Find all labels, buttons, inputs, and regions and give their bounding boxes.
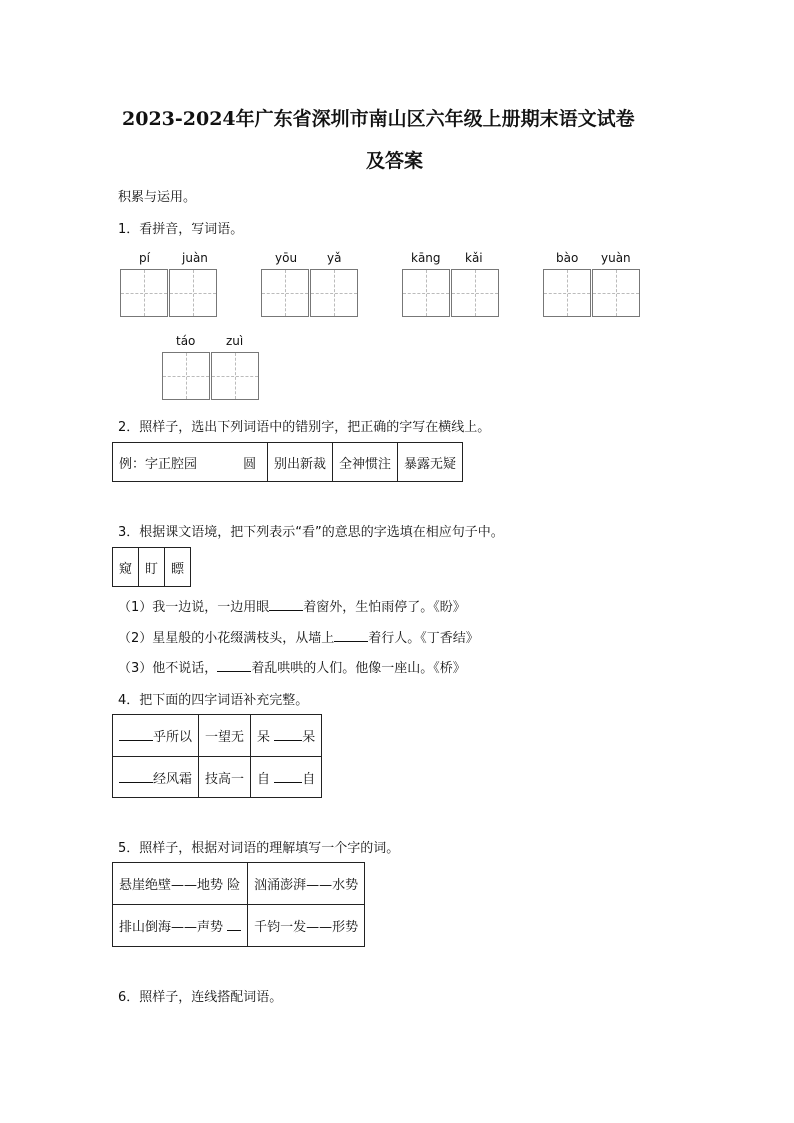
pinyin-label: pí	[139, 251, 150, 265]
q4-text: 自	[257, 771, 271, 787]
q5-cell	[113, 905, 248, 947]
pinyin-label: kāng	[411, 251, 441, 265]
q3-prompt: 3．根据课文语境，把下列表示“看”的意思的字选填在相应句子中。	[118, 525, 504, 540]
writing-box[interactable]	[169, 269, 217, 317]
pinyin-label: kǎi	[465, 251, 483, 265]
q3-sentence-1	[118, 596, 466, 615]
q5-table	[112, 862, 365, 947]
q3-char-table	[112, 547, 191, 587]
q3-sentence-3	[118, 657, 466, 676]
q3-sentence-2	[118, 627, 479, 646]
answer-blank[interactable]	[119, 770, 153, 783]
answer-blank[interactable]	[269, 598, 303, 611]
q3-char: 窥	[113, 548, 139, 587]
answer-blank[interactable]	[274, 770, 302, 783]
q5-cell: 悬崖绝壁——地势 险	[113, 863, 248, 905]
writing-box[interactable]	[310, 269, 358, 317]
page-title-line2: 及答案	[366, 150, 424, 172]
q3-s2-a: （2）星星般的小花缀满枝头，从墙上	[118, 631, 335, 646]
q4-text: 呆	[302, 730, 316, 745]
q3-char: 瞟	[165, 548, 191, 587]
writing-box[interactable]	[211, 352, 259, 400]
answer-blank[interactable]	[334, 629, 368, 642]
q4-text: 呆	[257, 730, 271, 745]
q3-s1-a: （1）我一边说，一边用眼	[118, 600, 270, 615]
q5-cell	[248, 863, 365, 905]
q2-table	[112, 442, 463, 482]
q2-word[interactable]: 全神惯注	[333, 443, 398, 482]
pinyin-label: yuàn	[601, 251, 631, 265]
q2-example: 例：字正腔园	[119, 456, 198, 472]
writing-box[interactable]	[543, 269, 591, 317]
q4-cell	[251, 715, 322, 757]
writing-box[interactable]	[451, 269, 499, 317]
q4-cell	[199, 715, 251, 757]
answer-blank[interactable]	[119, 728, 153, 741]
page-title: 2023-2024年广东省深圳市南山区六年级上册期末语文试卷	[122, 108, 635, 130]
q2-word[interactable]: 别出新裁	[268, 443, 333, 482]
answer-blank[interactable]	[227, 918, 241, 931]
pinyin-label: yōu	[275, 251, 298, 265]
q6-prompt: 6．照样子，连线搭配词语。	[118, 990, 283, 1005]
writing-box[interactable]	[162, 352, 210, 400]
q5-text: 千钧一发——形势	[254, 920, 359, 935]
q4-cell	[113, 757, 199, 798]
q4-cell	[113, 715, 199, 757]
q4-text: 技高一	[205, 771, 245, 787]
q5-text: 汹涌澎湃——水势	[254, 878, 359, 893]
q4-text: 经风霜	[153, 771, 193, 787]
q4-text: 乎所以	[153, 730, 193, 745]
q3-s2-b: 着行人。《丁香结》	[368, 631, 479, 646]
q5-prompt: 5．照样子，根据对词语的理解填写一个字的词。	[118, 841, 400, 856]
answer-blank[interactable]	[217, 659, 251, 672]
q2-word[interactable]: 暴露无疑	[398, 443, 463, 482]
section-heading: 积累与运用。	[118, 190, 197, 205]
writing-box[interactable]	[592, 269, 640, 317]
writing-box[interactable]	[120, 269, 168, 317]
q3-char: 盯	[139, 548, 165, 587]
q5-text: 排山倒海——声势	[119, 920, 224, 935]
q2-example-answer: 圆	[243, 456, 257, 472]
pinyin-label: zuì	[226, 334, 244, 348]
q2-prompt: 2．照样子，选出下列词语中的错别字，把正确的字写在横线上。	[118, 420, 491, 435]
q3-s1-b: 着窗外，生怕雨停了。《盼》	[303, 600, 466, 615]
q4-table	[112, 714, 322, 798]
pinyin-label: táo	[176, 334, 196, 348]
writing-box[interactable]	[261, 269, 309, 317]
pinyin-label: yǎ	[327, 251, 342, 265]
pinyin-label: juàn	[182, 251, 208, 265]
q3-s3-a: （3）他不说话，	[118, 661, 218, 676]
q4-text: 一望无	[205, 730, 245, 745]
writing-box[interactable]	[402, 269, 450, 317]
q5-cell	[248, 905, 365, 947]
q4-text: 自	[302, 771, 316, 787]
pinyin-label: bào	[556, 251, 579, 265]
q4-cell	[199, 757, 251, 798]
q2-example-cell	[113, 443, 268, 482]
answer-blank[interactable]	[274, 728, 302, 741]
q4-cell	[251, 757, 322, 798]
q4-prompt: 4．把下面的四字词语补充完整。	[118, 693, 309, 708]
q1-prompt: 1．看拼音，写词语。	[118, 222, 244, 237]
q3-s3-b: 着乱哄哄的人们。他像一座山。《桥》	[251, 661, 466, 676]
